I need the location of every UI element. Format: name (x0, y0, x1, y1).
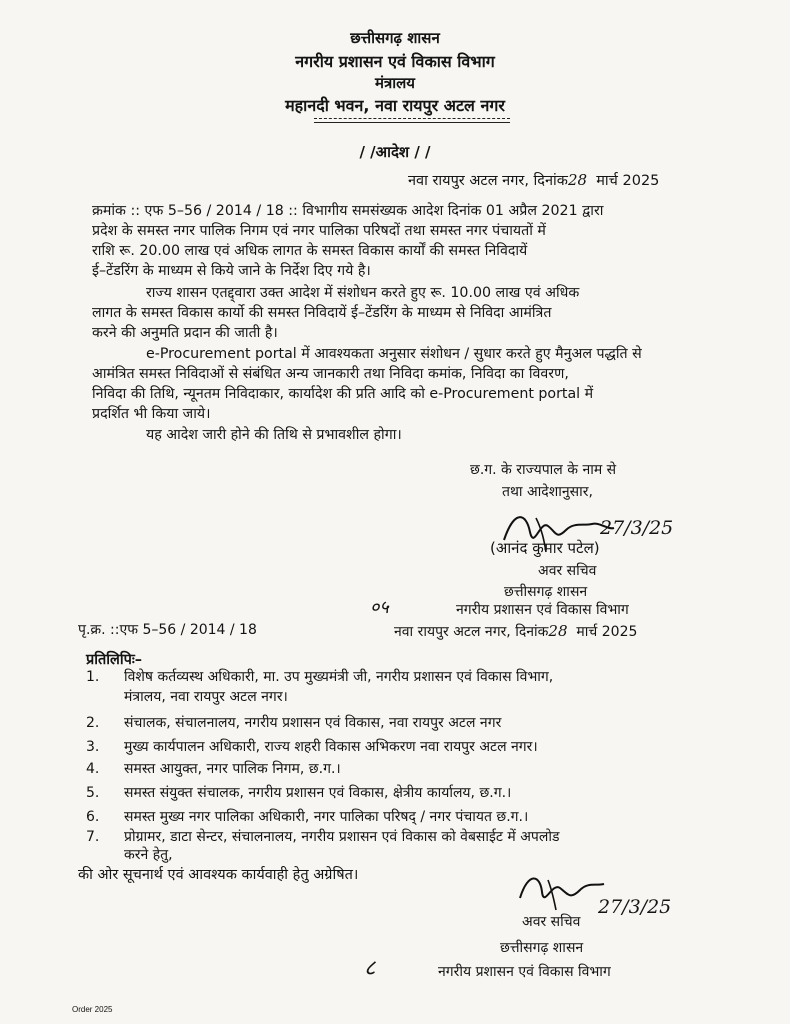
header-ministry: मंत्रालय (374, 74, 415, 92)
copies-heading: प्रतिलिपिः– (86, 652, 143, 668)
copy-item-number: 4. (86, 761, 100, 777)
copy-item-number: 1. (86, 669, 100, 685)
sig2-handwritten-date: 27/3/25 (598, 896, 672, 918)
para-3-line: आमंत्रित समस्त निविदाओं से संबंधित अन्य जानकारी तथा निविदा कमांक, निविदा का विवरण, (92, 366, 569, 382)
header-underline (314, 118, 510, 119)
copy-item-text: संचालक, संचालनालय, नगरीय प्रशासन एवं विकास, नवा रायपुर अटल नगर (124, 715, 502, 731)
dateline (408, 170, 659, 190)
header-address: महानदी भवन, नवा रायपुर अटल नगर (285, 96, 505, 115)
copy-item-number: 5. (86, 785, 100, 801)
para-1-line: राशि रू. 20.00 लाख एवं अधिक लागत के समस्त विकास कार्यों की समस्त निविदायें (92, 243, 528, 259)
copy-item-text: करने हेतु, (124, 847, 173, 863)
copy-item-text: मंत्रालय, नवा रायपुर अटल नगर। (124, 689, 288, 705)
copy-item-number: 7. (86, 829, 100, 845)
copies-closing: की ओर सूचनार्थ एवं आवश्यक कार्यवाही हेतु अग्रेषित। (78, 867, 359, 883)
sig1-handwritten-date: 27/3/25 (600, 517, 674, 539)
dateline-day: 28 (567, 171, 588, 189)
sig2-govt: छत्तीसगढ़ शासन (500, 940, 584, 956)
sig2-handwritten-mark: ८ (364, 956, 376, 981)
para-1-line: प्रदेश के समस्त नगर पालिक निगम एवं नगर पालिका परिषदों तथा समस्त नगर पंचायतों में (92, 223, 546, 239)
sig2-department: नगरीय प्रशासन एवं विकास विभाग (438, 964, 611, 980)
copies-list (86, 668, 726, 868)
para-2-line: राज्य शासन एतद्द्वारा उक्त आदेश में संशोधन करते हुए रू. 10.00 लाख एवं अधिक (146, 285, 580, 301)
para-3-line: e-Procurement portal में आवश्यकता अनुसार संशोधन / सुधार करते हुए मैनुअल पद्धति से (146, 346, 642, 362)
copy-item-text: मुख्य कार्यपालन अधिकारी, राज्य शहरी विकास अभिकरण नवा रायपुर अटल नगर। (124, 739, 538, 755)
copy-item (86, 760, 726, 780)
para-2-line: लागत के समस्त विकास कार्यो की समस्त निविदायें ई–टेंडरिंग के माध्यम से निविदा आमंत्रित (92, 305, 552, 321)
endorsement-month-year: मार्च 2025 (576, 624, 638, 640)
para-2 (92, 283, 724, 343)
copy-item-number: 2. (86, 715, 100, 731)
para-3-line: प्रदर्शित भी किया जाये। (92, 406, 211, 422)
endorsement-date (394, 622, 637, 641)
footer-label: Order 2025 (72, 1005, 113, 1014)
sig1-department: नगरीय प्रशासन एवं विकास विभाग (456, 602, 629, 618)
para-1-line: क्रमांक :: एफ 5–56 / 2014 / 18 :: विभागीय समसंख्यक आदेश दिनांक 01 अप्रैल 2021 द्वारा (92, 203, 604, 219)
dateline-month-year: मार्च 2025 (596, 173, 660, 189)
copy-item (86, 808, 726, 828)
sig1-line2: तथा आदेशानुसार, (502, 484, 593, 500)
order-title: / /आदेश / / (359, 143, 431, 161)
sig2-designation: अवर सचिव (522, 914, 581, 930)
copy-item (86, 828, 726, 868)
copy-item-text: समस्त संयुक्त संचालक, नगरीय प्रशासन एवं विकास, क्षेत्रीय कार्यालय, छ.ग.। (124, 785, 512, 801)
copy-item-text: समस्त मुख्य नगर पालिका अधिकारी, नगर पालिका परिषद् / नगर पंचायत छ.ग.। (124, 809, 529, 825)
copy-item-text: समस्त आयुक्त, नगर पालिक निगम, छ.ग.। (124, 761, 341, 777)
endorsement-day: 28 (548, 622, 568, 640)
sig1-designation: अवर सचिव (538, 563, 597, 579)
para-4: यह आदेश जारी होने की तिथि से प्रभावशील होगा। (146, 427, 402, 443)
para-1-line: ई–टेंडरिंग के माध्यम से किये जाने के निर्देश दिए गये है। (92, 263, 371, 279)
sig1-govt: छत्तीसगढ़ शासन (504, 584, 588, 600)
copy-item-number: 6. (86, 809, 100, 825)
copy-item-text: प्रोग्रामर, डाटा सेन्टर, संचालनालय, नगरीय प्रशासन एवं विकास को वेबसाईट में अपलोड (124, 829, 560, 845)
copy-item (86, 668, 726, 708)
header-govt: छत्तीसगढ़ शासन (350, 29, 440, 47)
sig1-line1: छ.ग. के राज्यपाल के नाम से (470, 462, 617, 478)
header-department: नगरीय प्रशासन एवं विकास विभाग (295, 52, 495, 71)
header-underline-2 (314, 122, 510, 123)
copy-item (86, 714, 726, 734)
copy-item (86, 738, 726, 758)
endorsement-date-prefix: नवा रायपुर अटल नगर, दिनांक (394, 624, 549, 640)
endorsement-handwritten-no: ०५ (370, 597, 389, 618)
dateline-prefix: नवा रायपुर अटल नगर, दिनांक (408, 173, 568, 189)
para-3-line: निविदा की तिथि, न्यूनतम निविदाकार, कार्यादेश की प्रति आदि को e-Procurement portal में (92, 386, 594, 402)
sig1-name: (आनंद कुमार पटेल) (490, 539, 600, 557)
para-1 (92, 201, 724, 281)
copy-item-number: 3. (86, 739, 100, 755)
copy-item (86, 784, 726, 804)
para-2-line: करने की अनुमति प्रदान की जाती है। (92, 325, 278, 341)
endorsement-ref: पृ.क्र. ::एफ 5–56 / 2014 / 18 (78, 622, 257, 638)
copy-item-text: विशेष कर्तव्यस्थ अधिकारी, मा. उप मुख्यमंत्री जी, नगरीय प्रशासन एवं विकास विभाग, (124, 669, 554, 685)
para-3 (92, 344, 724, 424)
